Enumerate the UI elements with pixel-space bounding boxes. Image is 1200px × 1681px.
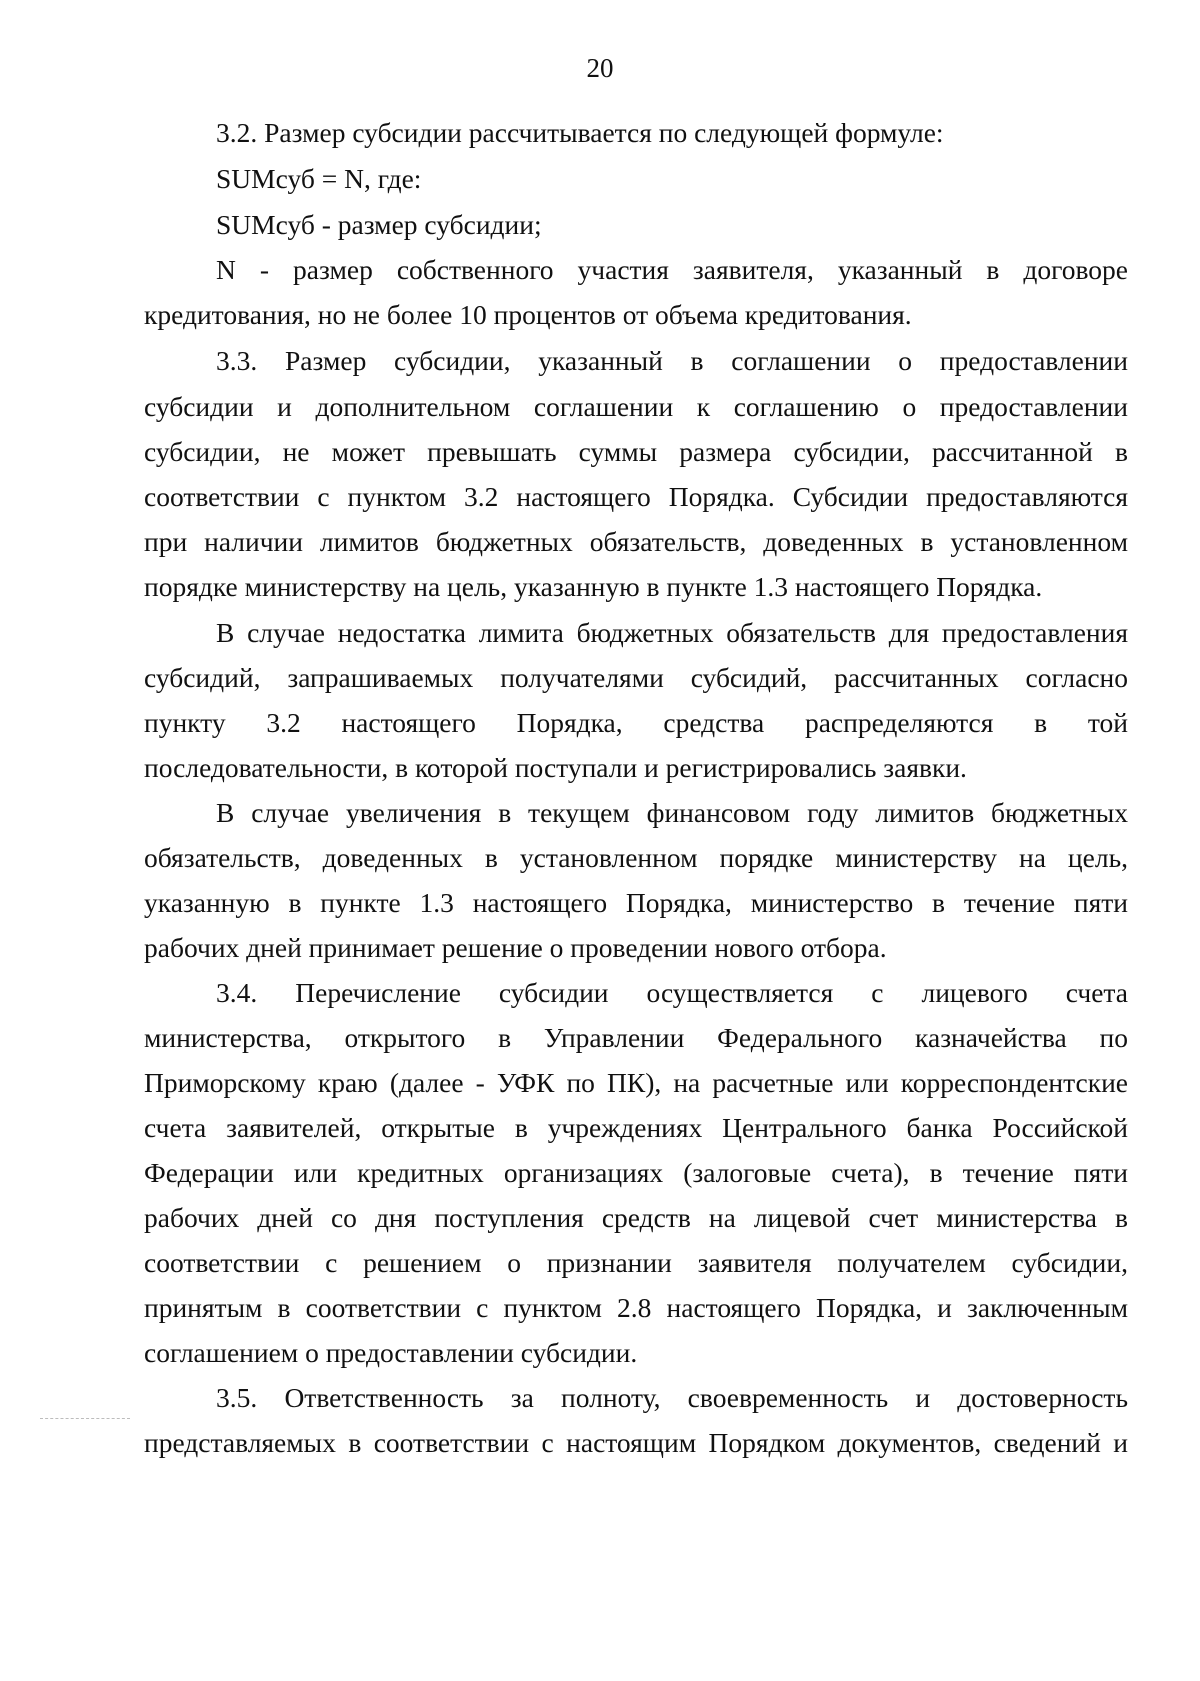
text-line: последовательности, в которой поступали и регистрировались заявки.	[144, 752, 967, 783]
scan-artifact-line	[40, 1418, 130, 1419]
text-line: Федерации или кредитных организациях (залоговые счета), в течение пяти	[144, 1157, 1128, 1188]
text-line: порядке министерству на цель, указанную в пункте 1.3 настоящего Порядка.	[144, 571, 1043, 602]
text-line: В случае недостатка лимита бюджетных обязательств для предоставления	[216, 617, 1128, 648]
text-line: соглашением о предоставлении субсидии.	[144, 1337, 638, 1368]
text-line: обязательств, доведенных в установленном порядке министерству на цель,	[144, 842, 1128, 873]
page-number: 20	[586, 53, 614, 83]
text-line: соответствии с пунктом 3.2 настоящего Порядка. Субсидии предоставляются	[144, 481, 1128, 512]
text-line: 3.5. Ответственность за полноту, своевременность и достоверность	[216, 1382, 1128, 1413]
text-line: N - размер собственного участия заявителя, указанный в договоре	[216, 254, 1128, 285]
text-line: В случае увеличения в текущем финансовом году лимитов бюджетных	[216, 797, 1128, 828]
text-line: принятым в соответствии с пунктом 2.8 настоящего Порядка, и заключенным	[144, 1292, 1128, 1323]
text-line: 3.4. Перечисление субсидии осуществляется с лицевого счета	[216, 977, 1128, 1008]
text-line: министерства, открытого в Управлении Федерального казначейства по	[144, 1022, 1128, 1053]
text-line: Приморскому краю (далее - УФК по ПК), на расчетные или корреспондентские	[144, 1067, 1128, 1098]
text-line: рабочих дней принимает решение о проведении нового отбора.	[144, 932, 887, 963]
text-line: SUMсуб = N, где:	[216, 163, 422, 194]
text-line: субсидии и дополнительном соглашении к соглашению о предоставлении	[144, 391, 1128, 422]
text-line: счета заявителей, открытые в учреждениях Центрального банка Российской	[144, 1112, 1128, 1143]
text-line: 3.3. Размер субсидии, указанный в соглашении о предоставлении	[216, 345, 1128, 376]
text-line: пункту 3.2 настоящего Порядка, средства распределяются в той	[144, 707, 1128, 738]
text-line: представляемых в соответствии с настоящим Порядком документов, сведений и	[144, 1427, 1128, 1458]
text-line: указанную в пункте 1.3 настоящего Порядка, министерство в течение пяти	[144, 887, 1128, 918]
text-line: соответствии с решением о признании заявителя получателем субсидии,	[144, 1247, 1128, 1278]
text-line: SUMсуб - размер субсидии;	[216, 209, 542, 240]
text-line: при наличии лимитов бюджетных обязательств, доведенных в установленном	[144, 526, 1128, 557]
text-line: рабочих дней со дня поступления средств на лицевой счет министерства в	[144, 1202, 1128, 1233]
text-line: кредитования, но не более 10 процентов от объема кредитования.	[144, 299, 912, 330]
text-line: субсидий, запрашиваемых получателями субсидий, рассчитанных согласно	[144, 662, 1128, 693]
text-line: 3.2. Размер субсидии рассчитывается по следующей формуле:	[216, 117, 944, 148]
text-line: субсидии, не может превышать суммы размера субсидии, рассчитанной в	[144, 436, 1128, 467]
